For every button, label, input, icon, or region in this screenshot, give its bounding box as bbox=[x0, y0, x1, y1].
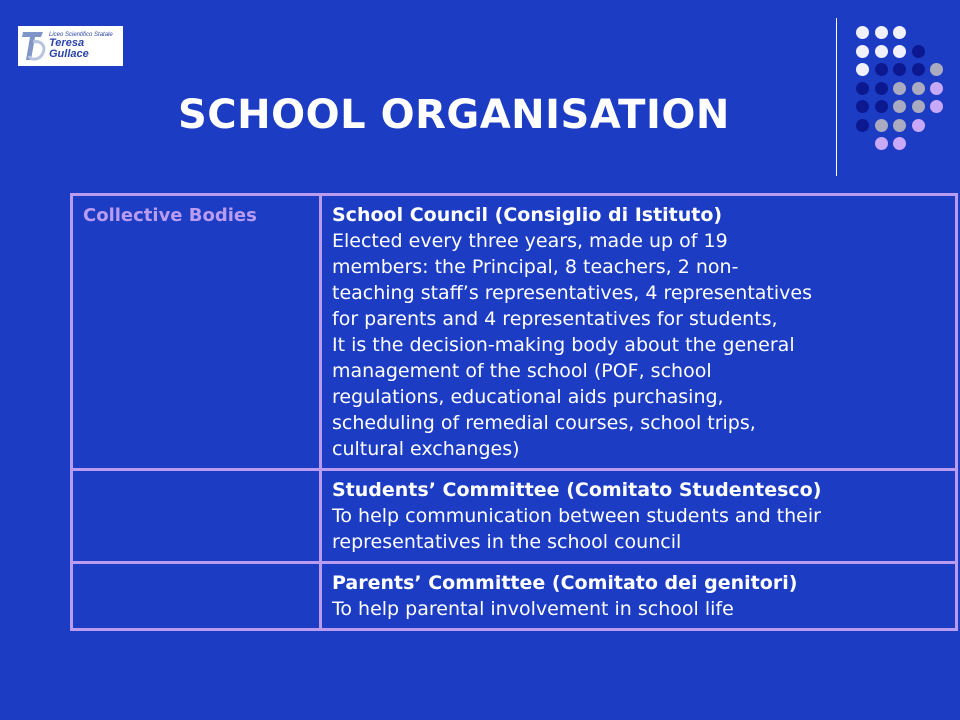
decorative-dot bbox=[875, 82, 888, 95]
empty-cell bbox=[72, 470, 321, 563]
decorative-dot bbox=[893, 100, 906, 113]
decorative-dot bbox=[875, 119, 888, 132]
row-text-line: scheduling of remedial courses, school trips, bbox=[332, 412, 756, 434]
row-text-line: for parents and 4 representatives for students, bbox=[332, 308, 778, 330]
decorative-dot bbox=[912, 63, 925, 76]
decorative-dot bbox=[893, 45, 906, 58]
decorative-dot bbox=[893, 26, 906, 39]
body-cell bbox=[321, 563, 957, 630]
logo-name-line1: Teresa bbox=[49, 37, 85, 49]
divider-line bbox=[836, 18, 837, 176]
decorative-dot bbox=[893, 82, 906, 95]
row-text-line: regulations, educational aids purchasing, bbox=[332, 386, 724, 408]
row-text-line: Elected every three years, made up of 19 bbox=[332, 230, 728, 252]
empty-cell bbox=[72, 563, 321, 630]
school-logo bbox=[18, 26, 123, 66]
decorative-dot bbox=[930, 63, 943, 76]
slide-title: SCHOOL ORGANISATION bbox=[178, 92, 730, 138]
decorative-dot bbox=[856, 26, 869, 39]
row-text-line: management of the school (POF, school bbox=[332, 360, 712, 382]
decorative-dot bbox=[912, 119, 925, 132]
decorative-dot bbox=[912, 45, 925, 58]
body-cell bbox=[321, 470, 957, 563]
row-heading: Parents’ Committee (Comitato dei genitori) bbox=[332, 572, 798, 594]
table-row bbox=[72, 563, 957, 630]
decorative-dot bbox=[930, 82, 943, 95]
row-heading: School Council (Consiglio di Istituto) bbox=[332, 204, 723, 226]
decorative-dot bbox=[893, 63, 906, 76]
row-text-line: cultural exchanges) bbox=[332, 438, 520, 460]
decorative-dot bbox=[875, 45, 888, 58]
table-row bbox=[72, 195, 957, 470]
decorative-dot bbox=[856, 82, 869, 95]
category-label: Collective Bodies bbox=[83, 205, 257, 226]
decorative-dot bbox=[875, 137, 888, 150]
decorative-dot bbox=[856, 100, 869, 113]
table-row bbox=[72, 470, 957, 563]
decorative-dot bbox=[893, 137, 906, 150]
row-text-line: members: the Principal, 8 teachers, 2 non- bbox=[332, 256, 739, 278]
body-cell bbox=[321, 195, 957, 470]
logo-name-line2: Gullace bbox=[49, 48, 89, 60]
decorative-dot bbox=[856, 45, 869, 58]
row-text-line: teaching staff’s representatives, 4 representatives bbox=[332, 282, 812, 304]
row-text-line: representatives in the school council bbox=[332, 531, 682, 553]
decorative-dot bbox=[912, 82, 925, 95]
row-text-line: It is the decision-making body about the general bbox=[332, 334, 795, 356]
decorative-dot bbox=[856, 119, 869, 132]
decorative-dot bbox=[856, 63, 869, 76]
decorative-dot bbox=[875, 26, 888, 39]
decorative-dot bbox=[875, 63, 888, 76]
decorative-dot bbox=[930, 100, 943, 113]
row-heading: Students’ Committee (Comitato Studentesco) bbox=[332, 479, 822, 501]
organisation-table bbox=[70, 193, 958, 631]
logo-caption: Liceo Scientifico Statale bbox=[49, 32, 113, 38]
row-text-line: To help parental involvement in school life bbox=[332, 598, 734, 620]
row-text-line: To help communication between students and their bbox=[332, 505, 821, 527]
decorative-dot bbox=[875, 100, 888, 113]
decorative-dot bbox=[912, 100, 925, 113]
decorative-dot bbox=[893, 119, 906, 132]
category-cell bbox=[72, 195, 321, 470]
logo-mark-icon bbox=[21, 28, 47, 64]
